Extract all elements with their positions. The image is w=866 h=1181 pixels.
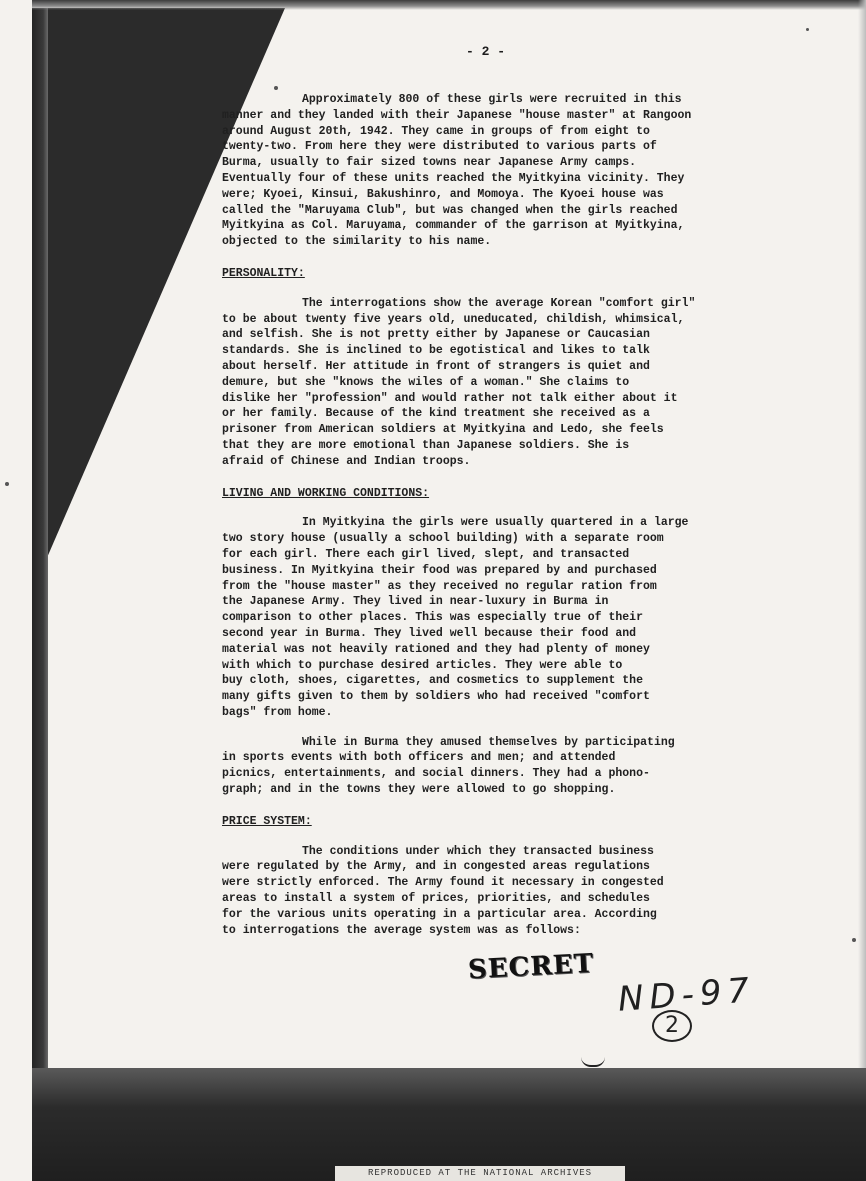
text-line: around August 20th, 1942. They came in groups of from eight to [222,124,650,138]
document-body [222,92,782,938]
text-line: picnics, entertainments, and social dinners. They had a phono- [222,767,650,781]
text-line: called the "Maruyama Club", but was changed when the girls reached [222,203,678,217]
text-line: demure, but she "knows the wiles of a woman." She claims to [222,375,630,389]
copy-shadow-right [858,0,866,1181]
text-line: Eventually four of these units reached the Myitkyina vicinity. They [222,171,685,185]
text-line: graph; and in the towns they were allowed to go shopping. [222,783,616,797]
text-line: The interrogations show the average Korean "comfort girl" [302,296,696,310]
living-heading: LIVING AND WORKING CONDITIONS: [222,486,430,500]
speck [806,28,809,31]
text-line: manner and they landed with their Japanese "house master" at Rangoon [222,108,692,122]
living-paragraph [222,515,782,720]
speck [852,938,856,942]
text-line: many gifts given to them by soldiers who had received "comfort [222,690,650,704]
archives-footer: REPRODUCED AT THE NATIONAL ARCHIVES [335,1166,625,1181]
text-line: second year in Burma. They lived well because their food and [222,626,637,640]
text-line: The conditions under which they transacted business [302,844,654,858]
personality-paragraph [222,296,782,470]
text-line: prisoner from American soldiers at Myitkyina and Ledo, she feels [222,423,664,437]
text-line: twenty-two. From here they were distributed to various parts of [222,140,657,154]
text-line: comparison to other places. This was especially true of their [222,611,643,625]
text-line: Burma, usually to fair sized towns near Japanese Army camps. [222,156,637,170]
speck [5,482,9,486]
price-heading: PRICE SYSTEM: [222,814,312,828]
text-line: bags" from home. [222,705,333,719]
text-line: buy cloth, shoes, cigarettes, and cosmetics to supplement the [222,674,643,688]
text-line: were; Kyoei, Kinsui, Bakushinro, and Momoya. The Kyoei house was [222,187,664,201]
handwritten-circled-number: 2 [652,1010,692,1042]
text-line: afraid of Chinese and Indian troops. [222,454,471,468]
handwritten-code: ND-97 [616,970,757,1020]
text-line: to interrogations the average system was as follows: [222,923,581,937]
text-line: two story house (usually a school building) with a separate room [222,532,664,546]
text-line: material was not heavily rationed and they had plenty of money [222,642,650,656]
text-line: While in Burma they amused themselves by participating [302,735,675,749]
text-line: to be about twenty five years old, uneducated, childish, whimsical, [222,312,685,326]
copy-shadow-left [32,8,48,1181]
copy-shadow-bottom [32,1068,866,1181]
text-line: or her family. Because of the kind treatment she received as a [222,407,650,421]
text-line: areas to install a system of prices, priorities, and schedules [222,892,650,906]
text-line: Myitkyina as Col. Maruyama, commander of the garrison at Myitkyina, [222,219,685,233]
text-line: and selfish. She is not pretty either by Japanese or Caucasian [222,328,650,342]
text-line: business. In Myitkyina their food was prepared by and purchased [222,563,657,577]
text-line: for each girl. There each girl lived, slept, and transacted [222,547,630,561]
leisure-paragraph [222,735,782,798]
text-line: in sports events with both officers and men; and attended [222,751,616,765]
text-line: were strictly enforced. The Army found it necessary in congested [222,876,664,890]
price-paragraph [222,844,782,939]
text-line: objected to the similarity to his name. [222,235,492,249]
secret-stamp: SECRET [467,948,595,986]
text-line: about herself. Her attitude in front of strangers is quiet and [222,359,650,373]
handwritten-mark [581,1057,605,1067]
speck [274,86,278,90]
personality-heading: PERSONALITY: [222,266,305,280]
text-line: with which to purchase desired articles. They were able to [222,658,623,672]
text-line: the Japanese Army. They lived in near-luxury in Burma in [222,595,609,609]
page-number: - 2 - [466,44,506,59]
text-line: for the various units operating in a particular area. According [222,907,657,921]
text-line: standards. She is inclined to be egotistical and likes to talk [222,344,650,358]
text-line: were regulated by the Army, and in congested areas regulations [222,860,650,874]
text-line: In Myitkyina the girls were usually quartered in a large [302,516,689,530]
copy-shadow-top [32,0,866,10]
text-line: from the "house master" as they received no regular ration from [222,579,657,593]
text-line: dislike her "profession" and would rather not talk either about it [222,391,678,405]
text-line: Approximately 800 of these girls were recruited in this [302,93,682,106]
text-line: that they are more emotional than Japanese soldiers. She is [222,438,630,452]
intro-paragraph [222,92,782,250]
